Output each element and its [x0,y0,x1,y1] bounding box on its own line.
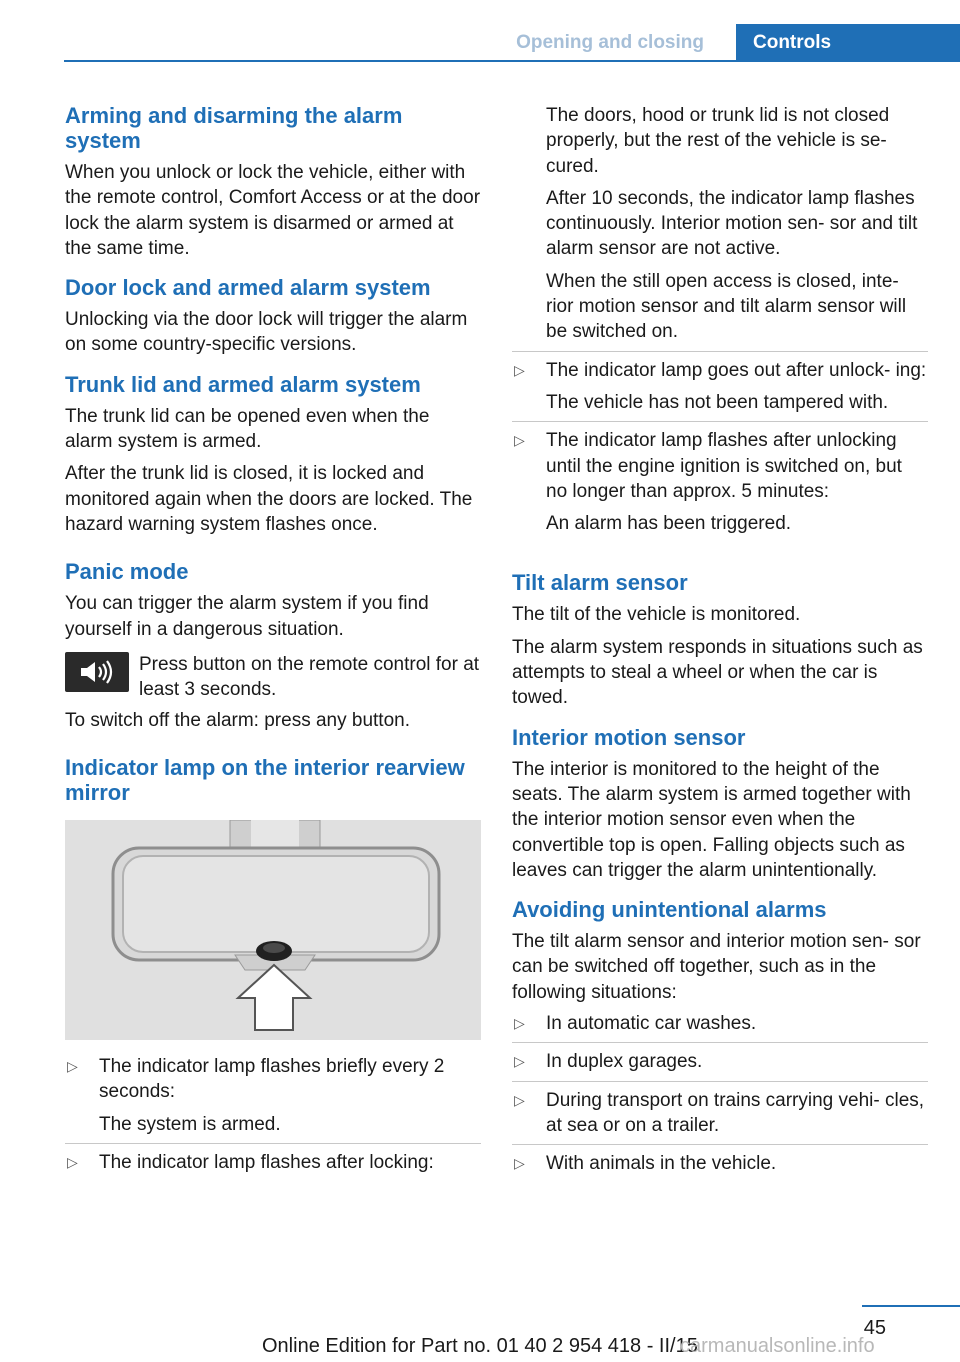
list-item-text: With animals in the vehicle. [546,1153,777,1175]
list-item-text: The indicator lamp flashes after locking: [99,1152,434,1174]
continued-text-1: The doors, hood or trunk lid is not closed properly, but the rest of the vehicle is se‐ cured. [546,105,890,177]
heading-avoid-alarms: Avoiding unintentional alarms [512,897,827,923]
panic-button-instruction: Press button on the remote control for at least 3 seconds. [139,653,480,701]
list-item [512,421,928,536]
list-item [512,1144,928,1176]
triangle-right-icon: ▷ [514,432,525,449]
heading-motion-sensor: Interior motion sensor [512,724,746,750]
panic-button-row [65,652,481,708]
list-item [512,1081,928,1139]
right-column [512,103,928,1177]
heading-door-lock: Door lock and armed alarm system [65,275,431,301]
paragraph-trunk-1: The trunk lid can be opened even when the alarm system is armed. [65,405,430,453]
heading-panic: Panic mode [65,559,189,585]
list-item-subtext: The vehicle has not been tampered with. [546,391,889,413]
continued-text-2: After 10 seconds, the indicator lamp flashes continuously. Interior motion sen‐ sor and tilt alarm sensor are not active. [546,187,918,260]
paragraph-tilt-1: The tilt of the vehicle is monitored. [512,604,801,626]
list-item-subtext: The system is armed. [99,1113,281,1135]
triangle-right-icon: ▷ [514,1053,525,1070]
header-chapter-tab[interactable]: Controls [736,24,960,62]
list-item-text: The indicator lamp flashes after unlocking until the engine ignition is switched on, but no longer than approx. 5 minutes: [546,430,902,502]
header-section-title[interactable]: Opening and closing [516,32,704,53]
list-item [512,1042,928,1074]
continued-text-3: When the still open access is closed, inte‐ rior motion sensor and tilt alarm sensor will be switched on. [546,270,907,343]
paragraph-panic: You can trigger the alarm system if you find yourself in a dangerous situation. [65,593,429,640]
heading-arming: Arming and disarming the alarm system [65,103,403,153]
left-column [65,103,481,1175]
list-item [512,358,928,416]
paragraph-switch-off: To switch off the alarm: press any button. [65,709,410,731]
triangle-right-icon: ▷ [67,1154,78,1171]
triangle-right-icon: ▷ [514,1015,525,1032]
list-item-text: The indicator lamp flashes briefly every 2 seconds: [99,1056,445,1103]
paragraph-tilt-2: The alarm system responds in situations such as attempts to steal a wheel or when the car is towed. [512,636,923,709]
paragraph-trunk-2: After the trunk lid is closed, it is locked and monitored again when the doors are locked. The hazard warning system flashes once. [65,463,473,535]
list-item [65,1143,481,1175]
avoid-alarms-list [512,1011,928,1176]
list-item-text: In automatic car washes. [546,1013,757,1035]
list-item [65,1054,481,1137]
speaker-sound-icon [77,659,117,685]
list-item-subtext: An alarm has been triggered. [546,513,792,535]
remote-panic-button-image [65,652,129,692]
triangle-right-icon: ▷ [514,1155,525,1172]
list-item-text: During transport on trains carrying vehi‐ cles, at sea or on a trailer. [546,1089,925,1136]
paragraph-arming: When you unlock or lock the vehicle, either with the remote control, Comfort Access or at the door lock the alarm system is disarmed or armed at the same time. [65,162,481,259]
list-item-text: The indicator lamp goes out after unlock‐ ing: [546,359,927,381]
watermark: carmanualsonline.info [680,1335,875,1357]
triangle-right-icon: ▷ [514,1091,525,1108]
heading-indicator-lamp: Indicator lamp on the interior rearview mirror [65,755,465,806]
page-number-rule [862,1305,960,1307]
header-rule [64,60,960,62]
triangle-right-icon: ▷ [514,361,525,378]
heading-trunk: Trunk lid and armed alarm system [65,371,421,397]
page-header [0,0,960,62]
paragraph-avoid: The tilt alarm sensor and interior motion sen‐ sor can be switched off together, such as in the following situations: [512,931,921,1003]
indicator-list-right [512,351,928,537]
continued-list-item [512,103,928,345]
page-footer [0,1305,960,1362]
rearview-mirror-image [65,820,481,1040]
paragraph-door-lock: Unlocking via the door lock will trigger the alarm on some country-specific versions. [65,309,468,356]
list-item [512,1011,928,1036]
indicator-list-left [65,1054,481,1175]
edition-line: Online Edition for Part no. 01 40 2 954 418 - II/15 [262,1335,698,1357]
page-number: 45 [863,1317,886,1339]
triangle-right-icon: ▷ [67,1058,78,1075]
heading-tilt-sensor: Tilt alarm sensor [512,570,688,596]
paragraph-motion: The interior is monitored to the height of the seats. The alarm system is armed together with the interior motion sensor even when the convertible top is open. Falling objects such as leaves can trigger the alarm unintentionally. [512,758,911,881]
list-item-text: In duplex garages. [546,1051,703,1073]
